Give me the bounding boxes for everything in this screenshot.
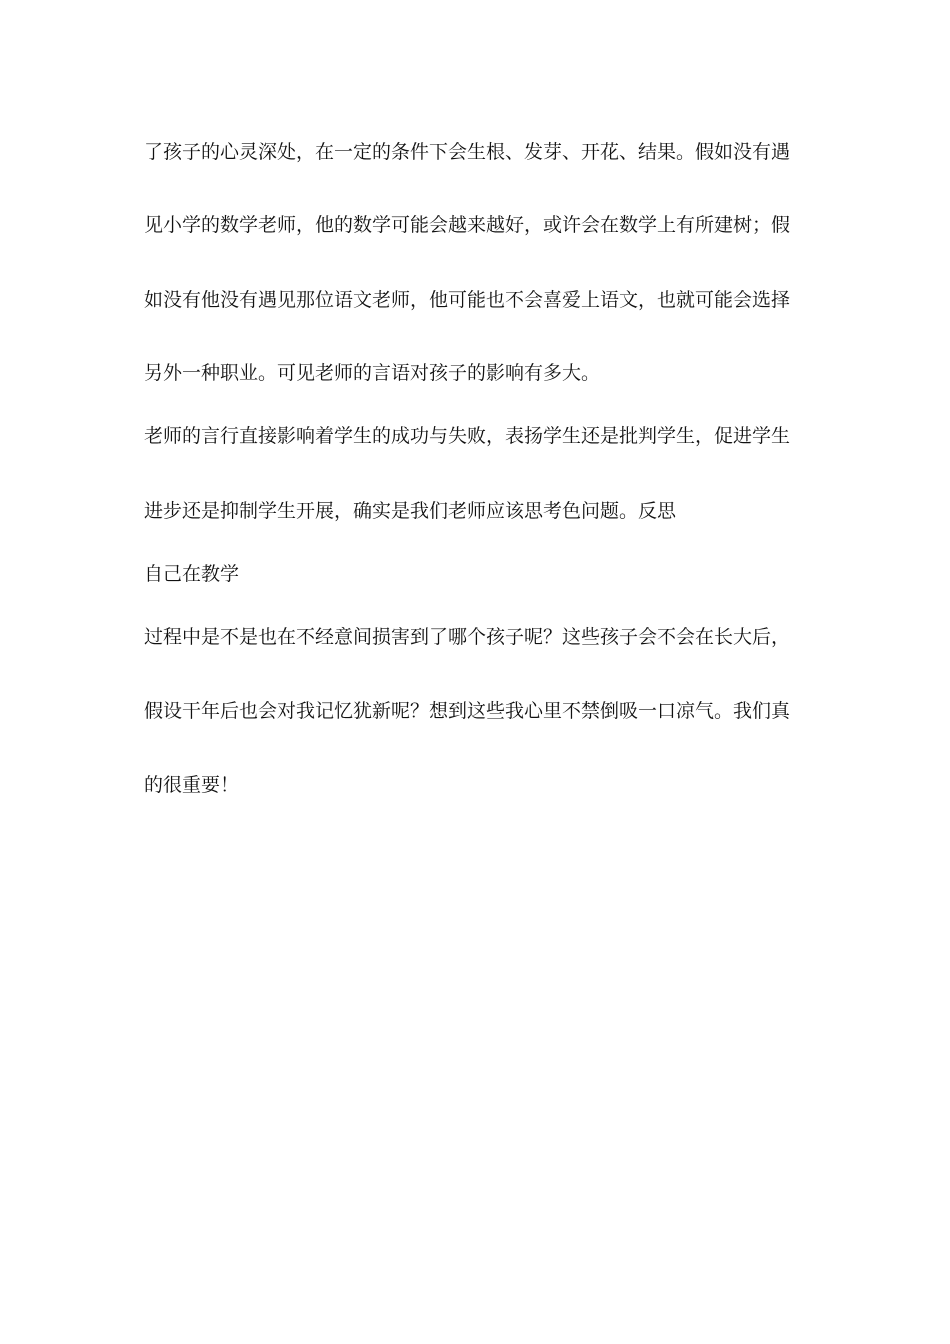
text-line-1: 了孩子的心灵深处，在一定的条件下会生根、发芽、开花、结果。假如没有遇	[144, 141, 791, 163]
text-line-10: 的很重要！	[144, 774, 240, 796]
text-line-8: 过程中是不是也在不经意间损害到了哪个孩子呢？这些孩子会不会在长大后，	[144, 626, 791, 648]
text-line-5: 老师的言行直接影响着学生的成功与失败，表扬学生还是批判学生，促进学生	[144, 425, 791, 447]
text-line-7: 自己在教学	[144, 563, 240, 585]
text-line-2: 见小学的数学老师，他的数学可能会越来越好，或许会在数学上有所建树；假	[144, 214, 791, 236]
text-line-6: 进步还是抑制学生开展，确实是我们老师应该思考色问题。反思	[144, 500, 677, 522]
text-line-3: 如没有他没有遇见那位语文老师，他可能也不会喜爱上语文，也就可能会选择	[144, 289, 791, 311]
text-line-4: 另外一种职业。可见老师的言语对孩子的影响有多大。	[144, 362, 601, 384]
text-line-9: 假设干年后也会对我记忆犹新呢？想到这些我心里不禁倒吸一口凉气。我们真	[144, 700, 791, 722]
